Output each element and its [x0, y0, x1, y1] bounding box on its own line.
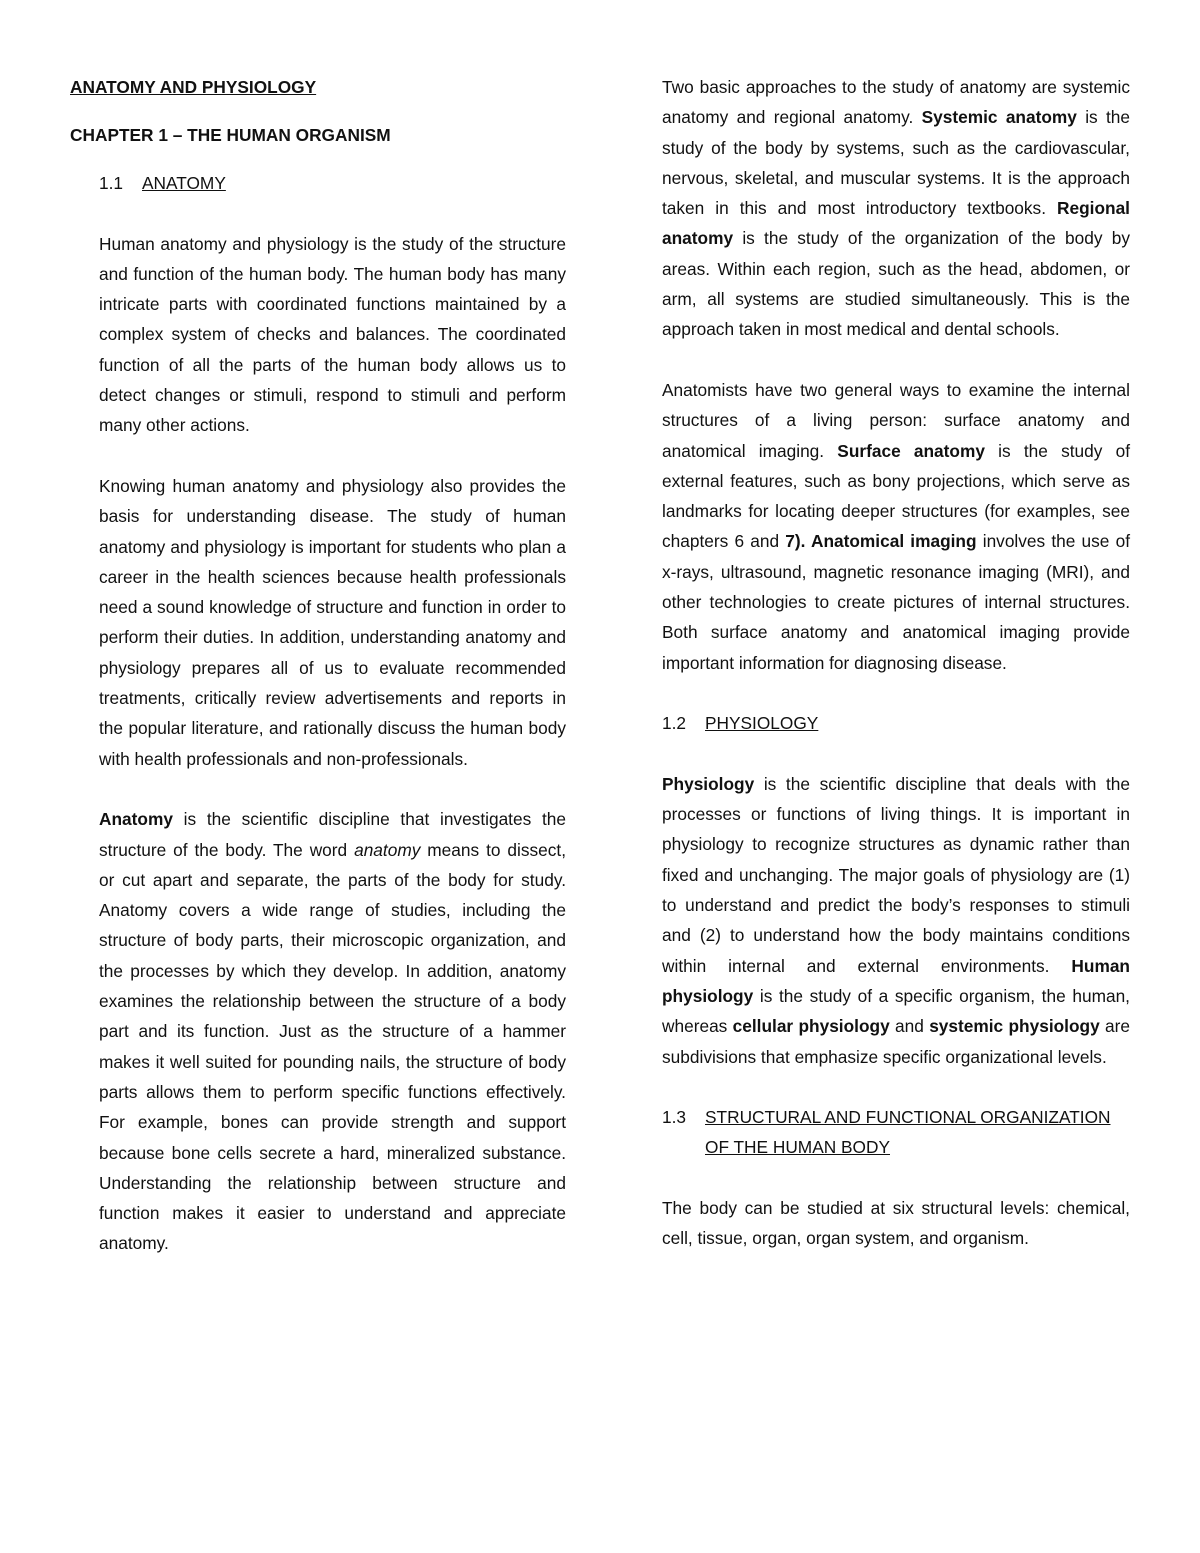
term-regional-anatomy: Regional anatomy — [662, 198, 1130, 249]
chapter-title: CHAPTER 1 – THE HUMAN ORGANISM — [70, 125, 391, 145]
paragraph-physiology-definition: Physiology is the scientific discipline that deals with the processes or functions of living things. It is important in physiology to recognize structures as dynamic rather than fixed and unchanging. The major goals of physiology are (1) to understand and predict the body’s responses to stimuli and (2) to understand how the body maintains conditions within internal and external environments. Human physiology is the study of a specific organism, the human, whereas cellular physiology and systemic physiology are subdivisions that emphasize specific organizational levels. — [662, 773, 1130, 1067]
term-cellular-physiology: cellular physiology — [732, 1016, 890, 1037]
section-title: ANATOMY — [142, 173, 226, 193]
section-heading-1-3 — [662, 1102, 1130, 1163]
paragraph-anatomy-definition: Anatomy is the scientific discipline that investigates the structure of the body. The word anatomy means to dissect, or cut apart and separate, the parts of the body for study. Anatomy covers a wide range of studies, including the structure of body parts, their microscopic organization, and the processes by which they develop. In addition, anatomy examines the relationship between the structure of a body part and its function. Just as the structure of a hammer makes it well suited for pounding nails, the structure of body parts allows them to perform specific functions effectively. For example, bones can provide strength and support because bone cells secrete a hard, mineralized substance. Understanding the relationship between structure and function makes it easier to understand and appreciate anatomy. — [99, 809, 566, 1254]
section-number: 1.2 — [662, 713, 687, 734]
section-title: STRUCTURAL AND FUNCTIONAL ORGANIZATION OF THE HUMAN BODY — [705, 1107, 1111, 1158]
word-anatomy: anatomy — [354, 839, 421, 860]
left-body — [70, 229, 566, 1259]
term-surface-anatomy: Surface anatomy — [837, 440, 985, 461]
paragraph-disease: Knowing human anatomy and physiology also provides the basis for understanding disease. The study of human anatomy and physiology is important for students who plan a career in the health sciences because health professionals need a sound knowledge of structure and function in order to perform their duties. In addition, understanding anatomy and physiology prepares all of us to evaluate recommended treatments, critically review advertisements and reports in the popular literature, and rationally discuss the human body with health professionals and non-professionals. — [99, 475, 566, 769]
document-title: ANATOMY AND PHYSIOLOGY — [70, 77, 317, 97]
term-anatomical-imaging: 7). Anatomical imaging — [785, 531, 977, 552]
section-heading-1-1 — [70, 168, 566, 198]
paragraph-structural-levels: The body can be studied at six structural levels: chemical, cell, tissue, organ, organ system, and organism. — [662, 1197, 1130, 1249]
term-systemic-physiology: systemic physiology — [929, 1016, 1100, 1037]
term-human-physiology: Human physiology — [662, 955, 1130, 1006]
term-anatomy: Anatomy — [99, 809, 173, 830]
section-number: 1.1 — [99, 173, 124, 193]
right-column — [662, 72, 1130, 1254]
paragraph-intro: Human anatomy and physiology is the study of the structure and function of the human body. The human body has many intricate parts with coordinated functions maintained by a complex system of checks and balances. The coordinated function of all the parts of the human body allows us to detect changes or stimuli, respond to stimuli and perform many other actions. — [99, 233, 566, 436]
term-physiology: Physiology — [662, 773, 755, 794]
left-column — [70, 72, 566, 1259]
term-systemic-anatomy: Systemic anatomy — [921, 107, 1077, 128]
paragraph-examination: Anatomists have two general ways to examine the internal structures of a living person: surface anatomy and anatomical imaging. Surface anatomy is the study of external features, such as bony projections, which serve as landmarks for locating deeper structures (for examples, see chapters 6 and 7). Anatomical imaging involves the use of x-rays, ultrasound, magnetic resonance imaging (MRI), and other technologies to create pictures of internal structures. Both surface anatomy and anatomical imaging provide important information for diagnosing disease. — [662, 379, 1130, 673]
section-heading-1-2 — [662, 708, 1130, 738]
section-title: PHYSIOLOGY — [705, 713, 819, 734]
section-number: 1.3 — [662, 1107, 687, 1128]
paragraph-approaches: Two basic approaches to the study of anatomy are systemic anatomy and regional anatomy. Systemic anatomy is the study of the body by systems, such as the cardiovascular, nervous, skeletal, and muscular systems. It is the approach taken in this and most introductory textbooks. Regional anatomy is the study of the organization of the body by areas. Within each region, such as the head, abdomen, or arm, all systems are studied simultaneously. This is the approach taken in most medical and dental schools. — [662, 77, 1131, 340]
